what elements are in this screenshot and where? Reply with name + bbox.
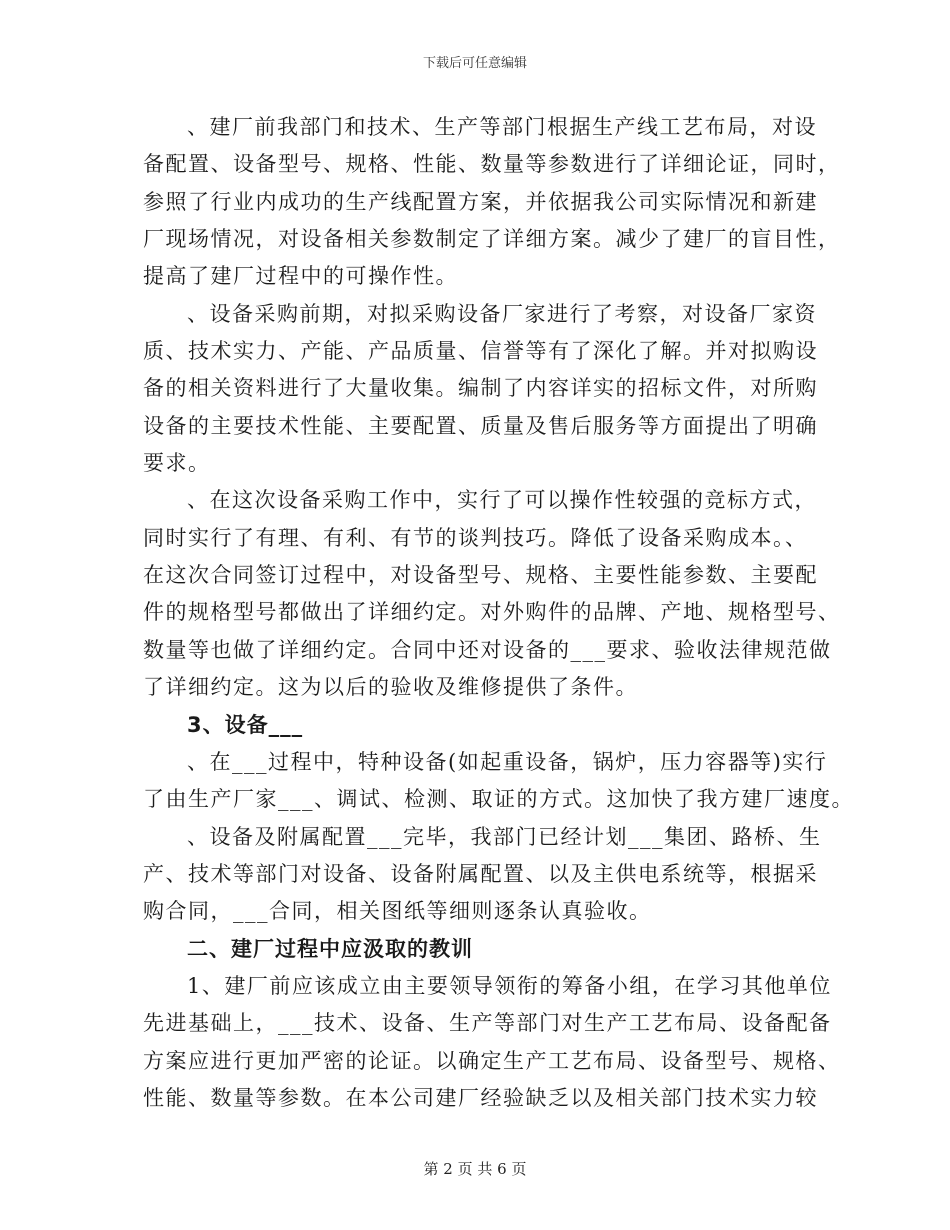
document-body xyxy=(143,109,854,1117)
paragraph-line: 件的规格型号都做出了详细约定。对外购件的品牌、产地、规格型号、 xyxy=(143,600,841,625)
paragraph-line: 要求。 xyxy=(143,451,211,476)
paragraph-line: 、建厂前我部门和技术、生产等部门根据生产线工艺布局，对设 xyxy=(187,115,817,139)
paragraph-line: 备配置、设备型号、规格、性能、数量等参数进行了详细论证，同时， xyxy=(143,152,841,177)
paragraph-line: 1、建厂前应该成立由主要领导领衔的筹备小组，在学习其他单位 xyxy=(187,973,832,998)
paragraph-line: 厂现场情况，对设备相关参数制定了详细方案。减少了建厂的盲目性， xyxy=(143,227,841,252)
paragraph-line: 先进基础上，___技术、设备、生产等部门对生产工艺布局、设备配备 xyxy=(143,1011,832,1036)
paragraph-line: 参照了行业内成功的生产线配置方案，并依据我公司实际情况和新建 xyxy=(143,189,818,214)
page-header: 下载后可任意编辑 xyxy=(422,56,527,71)
paragraph-line: 、设备及附属配置___完毕，我部门已经计划___集团、路桥、生 xyxy=(187,824,822,849)
section-heading: 3、设备___ xyxy=(187,712,304,737)
paragraph-line: 产、技术等部门对设备、设备附属配置、以及主供电系统等，根据采 xyxy=(143,861,818,886)
page-number-footer: 第 2 页 共 6 页 xyxy=(423,1160,527,1178)
paragraph-line: 在这次合同签订过程中，对设备型号、规格、主要性能参数、主要配 xyxy=(143,563,818,588)
paragraph-line: 购合同，___合同，相关图纸等细则逐条认真验收。 xyxy=(143,899,652,924)
paragraph-line: 、在___过程中，特种设备(如起重设备，锅炉，压力容器等)实行 xyxy=(187,749,828,774)
section-heading: 二、建厂过程中应汲取的教训 xyxy=(187,936,473,961)
paragraph-line: 、设备采购前期，对拟采购设备厂家进行了考察，对设备厂家资 xyxy=(187,301,817,326)
paragraph-line: 了由生产厂家___、调试、检测、取证的方式。这加快了我方建厂速度。 xyxy=(143,787,854,812)
paragraph-line: 质、技术实力、产能、产品质量、信誉等有了深化了解。并对拟购设 xyxy=(143,339,818,364)
paragraph-line: 、在这次设备采购工作中，实行了可以操作性较强的竞标方式， xyxy=(187,488,817,513)
paragraph-line: 同时实行了有理、有利、有节的谈判技巧。降低了设备采购成本。、 xyxy=(143,525,808,550)
paragraph-line: 设备的主要技术性能、主要配置、质量及售后服务等方面提出了明确 xyxy=(143,413,818,438)
paragraph-line: 性能、数量等参数。在本公司建厂经验缺乏以及相关部门技术实力较 xyxy=(143,1085,818,1110)
paragraph-line: 备的相关资料进行了大量收集。编制了内容详实的招标文件，对所购 xyxy=(143,376,818,401)
paragraph-line: 方案应进行更加严密的论证。以确定生产工艺布局、设备型号、规格、 xyxy=(143,1048,841,1073)
paragraph-line: 了详细约定。这为以后的验收及维修提供了条件。 xyxy=(143,675,638,700)
paragraph-line: 数量等也做了详细约定。合同中还对设备的___要求、验收法律规范做 xyxy=(143,637,832,662)
paragraph-line: 提高了建厂过程中的可操作性。 xyxy=(143,264,458,289)
